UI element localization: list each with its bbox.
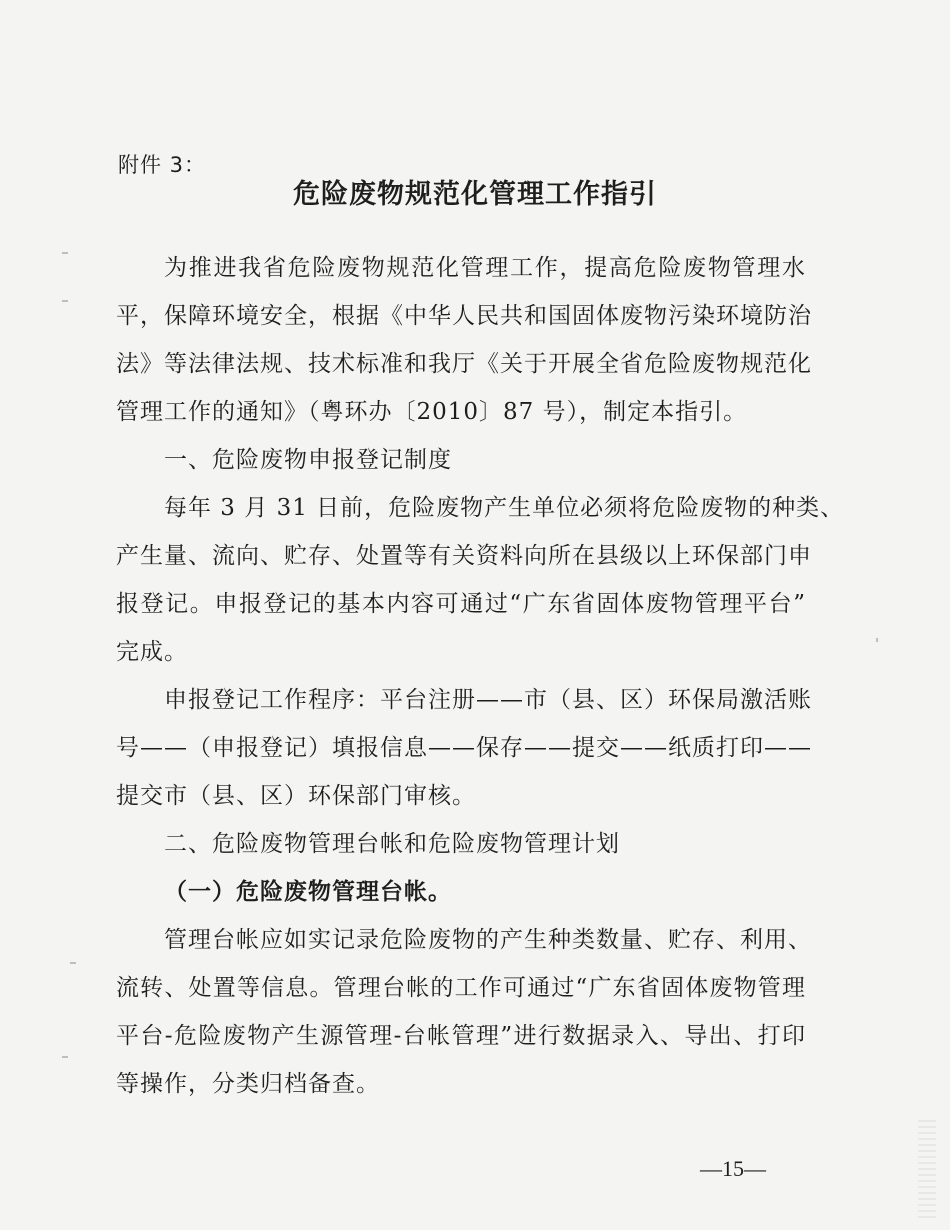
attachment-label: 附件 3： xyxy=(118,153,207,177)
scan-speck xyxy=(70,962,76,964)
section-heading: 一、危险废物申报登记制度 xyxy=(164,447,452,473)
paragraph-line: 流转、处置等信息。管理台帐的工作可通过“广东省固体废物管理 xyxy=(116,975,806,1001)
paragraph-line: 号——（申报登记）填报信息——保存——提交——纸质打印—— xyxy=(116,735,812,761)
paragraph-line: 提交市（县、区）环保部门审核。 xyxy=(116,783,476,809)
section-heading: 二、危险废物管理台帐和危险废物管理计划 xyxy=(164,831,620,857)
paragraph-line: 报登记。申报登记的基本内容可通过“广东省固体废物管理平台” xyxy=(116,591,806,617)
intro-line: 管理工作的通知》（粤环办〔2010〕87 号），制定本指引。 xyxy=(116,399,748,425)
scan-edge-bleed xyxy=(918,1120,936,1220)
intro-line: 平，保障环境安全，根据《中华人民共和国固体废物污染环境防治 xyxy=(116,303,812,329)
intro-line: 为推进我省危险废物规范化管理工作，提高危险废物管理水 xyxy=(164,255,806,281)
scan-speck xyxy=(62,252,68,254)
scan-speck xyxy=(62,300,68,302)
scan-speck xyxy=(876,638,878,642)
paragraph-line: 平台-危险废物产生源管理-台帐管理”进行数据录入、导出、打印 xyxy=(116,1023,806,1049)
scan-speck xyxy=(62,1056,68,1058)
paragraph-line: 完成。 xyxy=(116,639,188,665)
paragraph-line: 每年 3 月 31 日前，危险废物产生单位必须将危险废物的种类、 xyxy=(164,495,845,521)
paragraph-line: 等操作，分类归档备查。 xyxy=(116,1071,380,1097)
paragraph-line: 产生量、流向、贮存、处置等有关资料向所在县级以上环保部门申 xyxy=(116,543,812,569)
subsection-heading: （一）危险废物管理台帐。 xyxy=(164,879,452,905)
paragraph-line: 管理台帐应如实记录危险废物的产生种类数量、贮存、利用、 xyxy=(164,927,812,953)
document-title: 危险废物规范化管理工作指引 xyxy=(293,179,657,210)
paragraph-line: 申报登记工作程序：平台注册——市（县、区）环保局激活账 xyxy=(164,687,812,713)
intro-line: 法》等法律法规、技术标准和我厅《关于开展全省危险废物规范化 xyxy=(116,351,812,377)
page-number: —15— xyxy=(700,1156,766,1181)
